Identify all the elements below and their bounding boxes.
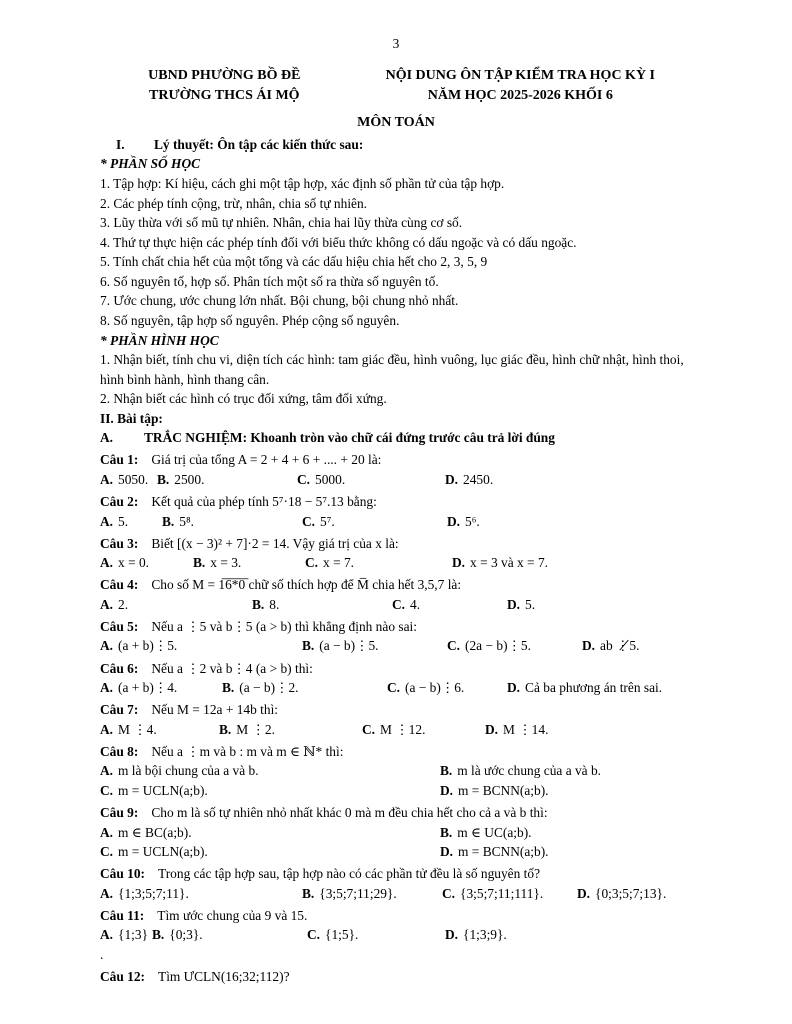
option-letter: A. [100, 471, 114, 487]
document-header [100, 66, 692, 107]
theory-item: 1. Nhận biết, tính chu vi, diện tích các hình: tam giác đều, hình vuông, lục giác đều, hình chữ nhật, hình thoi, hình bình hành, hình thang cân. [100, 352, 684, 387]
header-right-block [349, 66, 692, 107]
option-letter: B. [302, 885, 315, 901]
question-options [100, 823, 692, 862]
question [100, 492, 692, 531]
option-letter: A. [100, 885, 114, 901]
option-text: x = 7. [323, 555, 355, 571]
question-options [100, 636, 692, 656]
multiple-choice-heading [100, 428, 692, 448]
option-letter: B. [157, 471, 170, 487]
document-title: NỘI DUNG ÔN TẬP KIỂM TRA HỌC KỲ I [385, 67, 655, 83]
question [100, 700, 692, 739]
option-letter: A. [100, 638, 114, 654]
question-line [100, 967, 692, 987]
answer-option [252, 595, 392, 615]
option-letter: B. [219, 721, 232, 737]
option-text: {0;3}. [169, 927, 203, 943]
answer-option [100, 842, 440, 862]
option-letter: C. [297, 471, 311, 487]
answer-option [440, 781, 692, 801]
option-letter: A. [100, 763, 114, 779]
section-title: TRẮC NGHIỆM: Khoanh tròn vào chữ cái đứng trước câu trả lời đúng [144, 430, 555, 446]
option-text: 4. [410, 596, 421, 612]
question [100, 534, 692, 573]
answer-option [162, 512, 302, 532]
option-text: 5000. [315, 471, 346, 487]
option-letter: A. [100, 824, 114, 840]
answer-option [362, 720, 485, 740]
question-label: Câu 3: [100, 535, 139, 551]
theory-heading [100, 135, 692, 155]
option-letter: D. [507, 596, 521, 612]
option-text: M ⋮14. [503, 721, 549, 737]
option-text: {3;5;7;11;29}. [319, 885, 397, 901]
question [100, 450, 692, 489]
answer-option [100, 884, 302, 904]
question [100, 906, 692, 965]
option-text: 8. [269, 596, 280, 612]
answer-option [485, 720, 692, 740]
question-options [100, 470, 692, 490]
theory-item: 8. Số nguyên, tập hợp số nguyên. Phép cộng số nguyên. [100, 312, 400, 328]
answer-option [302, 884, 442, 904]
option-letter: B. [222, 680, 235, 696]
answer-option [302, 512, 447, 532]
question-options [100, 512, 692, 532]
geometry-part-heading: * PHẦN HÌNH HỌC [100, 332, 219, 348]
option-text: (a + b)⋮5. [118, 638, 178, 654]
option-letter: A. [100, 596, 114, 612]
question-options [100, 678, 692, 698]
option-text: (a + b)⋮4. [118, 680, 178, 696]
answer-option [100, 761, 440, 781]
section-letter: A. [100, 430, 114, 446]
option-letter: C. [100, 782, 114, 798]
question-text: Tìm ƯCLN(16;32;112)? [158, 968, 290, 984]
question-text: Nếu a ⋮5 và b⋮5 (a > b) thì khẳng định nào sai: [151, 618, 417, 634]
option-letter: A. [100, 555, 114, 571]
answer-option [100, 678, 222, 698]
question-options [100, 595, 692, 615]
option-text: (2a − b)⋮5. [465, 638, 531, 654]
answer-option [297, 470, 445, 490]
question-line [100, 617, 692, 637]
answer-option [100, 720, 219, 740]
arithmetic-part-heading: * PHẦN SỐ HỌC [100, 156, 201, 172]
option-text: 5050. [118, 471, 149, 487]
question-text: Kết quả của phép tính 5⁷·18 − 5⁷.13 bằng: [151, 494, 377, 509]
theory-item: 1. Tập hợp: Kí hiệu, cách ghi một tập hợp, xác định số phần tử của tập hợp. [100, 176, 505, 191]
option-text: 5⁷. [320, 513, 335, 529]
question-line [100, 803, 692, 823]
option-letter: D. [445, 471, 459, 487]
answer-option [222, 678, 387, 698]
option-letter: C. [305, 555, 319, 571]
question-line [100, 864, 692, 884]
question-options [100, 925, 692, 964]
option-letter: C. [387, 680, 401, 696]
option-text: m = BCNN(a;b). [458, 782, 549, 798]
answer-option [577, 884, 692, 904]
answer-option [582, 636, 692, 656]
question-text: Nếu a ⋮2 và b⋮4 (a > b) thì: [151, 660, 313, 676]
option-text: {1;5}. [325, 927, 359, 943]
answer-option [302, 636, 447, 656]
question-options [100, 884, 692, 904]
question-line [100, 906, 692, 926]
question-label: Câu 10: [100, 866, 146, 882]
question-label: Câu 1: [100, 452, 139, 468]
option-letter: B. [440, 763, 453, 779]
option-letter: B. [193, 555, 206, 571]
question-line [100, 742, 692, 762]
question-label: Câu 7: [100, 702, 139, 718]
option-text: x = 3 và x = 7. [470, 555, 548, 571]
answer-option [507, 678, 692, 698]
question-line [100, 450, 692, 470]
question [100, 742, 692, 801]
question-options [100, 553, 692, 573]
question-text: Nếu a ⋮m và b : m và m ∈ ℕ* thì: [151, 743, 344, 759]
question [100, 864, 692, 903]
option-text: ab ⋮̸5. [600, 638, 640, 654]
subject-title: MÔN TOÁN [357, 115, 435, 131]
school-year: NĂM HỌC 2025-2026 KHỐI 6 [427, 88, 613, 103]
option-letter: B. [252, 596, 265, 612]
option-text: M ⋮4. [118, 721, 157, 737]
question-line [100, 492, 692, 512]
question-line [100, 575, 692, 595]
answer-option [445, 925, 692, 964]
answer-option [100, 470, 157, 490]
answer-option [445, 470, 692, 490]
option-letter: D. [445, 927, 459, 943]
answer-option [440, 842, 692, 862]
question-options [100, 761, 692, 800]
option-text: M ⋮12. [380, 721, 426, 737]
option-text: 2500. [174, 471, 205, 487]
question-text: Cho số M = 1̅6̅*̅0̅ chữ số thích hợp để M̅ chia hết 3,5,7 là: [151, 577, 462, 593]
school-name: TRƯỜNG THCS ÁI MỘ [149, 88, 300, 103]
answer-option [100, 636, 302, 656]
option-letter: A. [100, 927, 114, 943]
answer-option [100, 553, 193, 573]
answer-option [219, 720, 362, 740]
option-letter: A. [100, 721, 114, 737]
question-options [100, 720, 692, 740]
option-letter: D. [440, 844, 454, 860]
option-text: 5⁸. [179, 513, 194, 529]
answer-option [100, 823, 440, 843]
question-label: Câu 12: [100, 968, 146, 984]
answer-option [152, 925, 307, 964]
option-letter: C. [302, 513, 316, 529]
option-text: {1;3;9}. [463, 927, 507, 943]
answer-option [452, 553, 692, 573]
answer-option [100, 781, 440, 801]
option-text: 5⁶. [465, 513, 480, 529]
answer-option [305, 553, 452, 573]
option-text: x = 0. [118, 555, 150, 571]
theory-heading-number: I. [116, 136, 125, 152]
theory-item: 4. Thứ tự thực hiện các phép tính đối với biểu thức không có dấu ngoặc và có dấu ngoặc. [100, 234, 577, 250]
option-letter: D. [440, 782, 454, 798]
option-text: m = UCLN(a;b). [118, 782, 208, 798]
question-label: Câu 4: [100, 577, 139, 593]
option-text: m ∈ BC(a;b). [118, 824, 192, 840]
issuing-authority: UBND PHƯỜNG BỒ ĐỀ [148, 67, 301, 83]
header-left-block [100, 66, 349, 107]
option-letter: B. [440, 824, 453, 840]
option-letter: C. [392, 596, 406, 612]
option-letter: C. [100, 844, 114, 860]
answer-option [100, 925, 152, 964]
answer-option [157, 470, 297, 490]
option-text: {1;3} . [100, 927, 148, 962]
question [100, 659, 692, 698]
question-label: Câu 6: [100, 660, 139, 676]
theory-item: 2. Nhận biết các hình có trục đối xứng, tâm đối xứng. [100, 391, 387, 407]
theory-item: 3. Lũy thừa với số mũ tự nhiên. Nhân, chia hai lũy thừa cùng cơ số. [100, 215, 463, 231]
question-text: Biết [(x − 3)² + 7]·2 = 14. Vậy giá trị của x là: [151, 535, 399, 551]
option-letter: D. [507, 680, 521, 696]
answer-option [440, 761, 692, 781]
option-letter: B. [152, 927, 165, 943]
option-letter: C. [447, 638, 461, 654]
question-text: Cho m là số tự nhiên nhỏ nhất khác 0 mà m đều chia hết cho cả a và b thì: [151, 804, 548, 820]
exercises-heading: II. Bài tập: [100, 410, 163, 426]
answer-option [100, 512, 162, 532]
answer-option [307, 925, 445, 964]
question-text: Tìm ước chung của 9 và 15. [157, 907, 308, 923]
option-text: 5. [118, 513, 129, 529]
question-line [100, 700, 692, 720]
option-text: m là ước chung của a và b. [457, 763, 602, 779]
option-letter: C. [362, 721, 376, 737]
answer-option [440, 823, 692, 843]
option-letter: D. [485, 721, 499, 737]
option-text: m là bội chung của a và b. [118, 763, 259, 779]
theory-heading-text: Lý thuyết: Ôn tập các kiến thức sau: [154, 136, 364, 152]
answer-option [392, 595, 507, 615]
answer-option [442, 884, 577, 904]
option-letter: A. [100, 680, 114, 696]
question-text: Trong các tập hợp sau, tập hợp nào có các phần tử đều là số nguyên tố? [158, 866, 541, 882]
option-letter: D. [452, 555, 466, 571]
theory-item: 2. Các phép tính cộng, trừ, nhân, chia số tự nhiên. [100, 195, 368, 211]
question [100, 575, 692, 614]
option-letter: D. [582, 638, 596, 654]
option-text: (a − b)⋮5. [319, 638, 379, 654]
theory-item: 5. Tính chất chia hết của một tổng và các dấu hiệu chia hết cho 2, 3, 5, 9 [100, 254, 488, 270]
theory-item: 7. Ước chung, ước chung lớn nhất. Bội chung, bội chung nhỏ nhất. [100, 293, 459, 309]
question [100, 617, 692, 656]
option-text: 5. [525, 596, 536, 612]
option-letter: C. [307, 927, 321, 943]
question-label: Câu 2: [100, 494, 139, 509]
answer-option [100, 595, 252, 615]
option-text: Cả ba phương án trên sai. [525, 680, 663, 696]
page-number: 3 [392, 36, 400, 51]
option-text: m = UCLN(a;b). [118, 844, 208, 860]
option-letter: A. [100, 513, 114, 529]
option-text: 2. [118, 596, 129, 612]
option-text: (a − b)⋮2. [239, 680, 299, 696]
theory-item: 6. Số nguyên tố, hợp số. Phân tích một số ra thừa số nguyên tố. [100, 273, 439, 289]
option-text: {1;3;5;7;11}. [118, 885, 189, 901]
option-letter: D. [577, 885, 591, 901]
answer-option [507, 595, 692, 615]
option-text: (a − b)⋮6. [405, 680, 465, 696]
option-letter: B. [302, 638, 315, 654]
question-text: Nếu M = 12a + 14b thì: [151, 702, 279, 718]
answer-option [447, 636, 582, 656]
option-letter: B. [162, 513, 175, 529]
question-label: Câu 5: [100, 618, 139, 634]
option-text: x = 3. [210, 555, 242, 571]
question-label: Câu 8: [100, 743, 139, 759]
question-text: Giá trị của tổng A = 2 + 4 + 6 + .... + 20 là: [151, 452, 382, 468]
answer-option [193, 553, 305, 573]
option-text: m = BCNN(a;b). [458, 844, 549, 860]
question-line [100, 659, 692, 679]
option-text: {0;3;5;7;13}. [595, 885, 667, 901]
question-label: Câu 11: [100, 907, 145, 923]
question-label: Câu 9: [100, 804, 139, 820]
option-letter: C. [442, 885, 456, 901]
option-text: 2450. [463, 471, 494, 487]
option-text: {3;5;7;11;111}. [460, 885, 544, 901]
option-text: M ⋮2. [236, 721, 275, 737]
answer-option [447, 512, 692, 532]
question [100, 967, 692, 987]
question [100, 803, 692, 862]
answer-option [387, 678, 507, 698]
question-line [100, 534, 692, 554]
option-letter: D. [447, 513, 461, 529]
option-text: m ∈ UC(a;b). [457, 824, 532, 840]
